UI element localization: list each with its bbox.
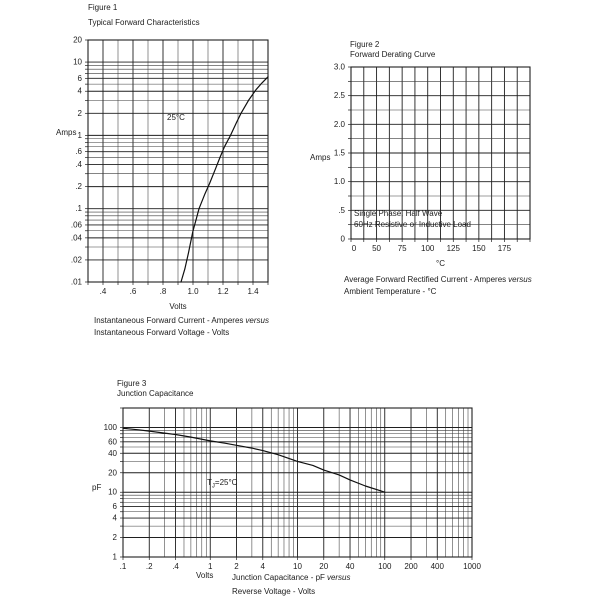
tick-label: .5 (338, 205, 345, 215)
tick-label: 20 (73, 35, 82, 45)
tick-label: 2 (112, 533, 117, 543)
tick-label: 10 (293, 562, 302, 571)
tick-label: 2.0 (333, 119, 345, 129)
figure-2-caption-line-2: Ambient Temperature - °C (344, 287, 437, 296)
tick-label: 1000 (463, 562, 481, 571)
tick-label: 2 (77, 108, 82, 118)
figure-1-caption-versus: versus (245, 316, 269, 325)
tick-label: 1 (77, 130, 82, 140)
tick-label: 1.4 (247, 287, 259, 296)
tick-label: 100 (421, 244, 435, 253)
tick-label: .02 (70, 255, 82, 265)
figure-3-x-unit-label: Volts (196, 571, 214, 580)
figure-2-load-note (354, 208, 471, 230)
tick-label: 1.2 (217, 287, 229, 296)
fig3-plot-area (104, 408, 482, 571)
tick-label: .4 (75, 160, 82, 170)
figure-2-x-unit-label: °C (436, 259, 445, 268)
tick-label: 1.0 (333, 177, 345, 187)
tick-label: 100 (103, 422, 117, 432)
tick-label: 50 (372, 244, 382, 253)
tick-label: 60 (108, 437, 117, 447)
figure-2-title: Forward Derating Curve (350, 50, 436, 59)
fig1-tick-labels (71, 36, 259, 297)
figure-1-y-unit-label: Amps (56, 128, 77, 137)
tick-label: .04 (70, 233, 82, 243)
tick-label: 20 (319, 562, 329, 571)
figure-2-y-unit-label: Amps (310, 153, 331, 162)
tick-label: 100 (378, 562, 392, 571)
figure-3-annotation-subscript: J (211, 483, 215, 490)
figure-2-caption-line-1: Average Forward Rectified Current - Amperes versus (344, 275, 532, 284)
tick-label: .8 (159, 287, 167, 296)
figure-2-caption (344, 274, 532, 298)
tick-label: .4 (172, 562, 179, 571)
tick-label: 75 (397, 244, 407, 253)
tick-label: 0 (351, 244, 357, 253)
fig1-plot-area (71, 36, 268, 297)
figure-1-caption-line-1: Instantaneous Forward Current - Amperes versus (94, 316, 269, 325)
fig3-tick-labels (104, 423, 482, 571)
tick-label: .01 (70, 277, 82, 287)
tick-label: 10 (108, 487, 117, 497)
tick-label: 40 (108, 448, 117, 458)
figure-1-label: Figure 1 (88, 3, 118, 12)
figure-3-caption-versus: versus (326, 573, 351, 582)
tick-label: 40 (345, 562, 355, 571)
fig1-ticks (85, 40, 268, 285)
figure-3-caption (232, 571, 351, 599)
tick-label: 1.0 (187, 287, 199, 296)
tick-label: 125 (446, 244, 460, 253)
figure-3-title: Junction Capacitance (117, 389, 194, 398)
fig1-curve (181, 77, 268, 282)
figure-1-x-unit-label: Volts (169, 302, 187, 311)
tick-label: .4 (99, 287, 107, 296)
fig3-grid (123, 408, 472, 557)
tick-label: 1 (208, 562, 213, 571)
tick-label: 4 (77, 86, 82, 96)
figure-3-label: Figure 3 (117, 379, 147, 388)
tick-label: .06 (70, 220, 82, 230)
fig3-curve (123, 428, 385, 492)
figure-1-title: Typical Forward Characteristics (88, 18, 200, 27)
figure-2-label: Figure 2 (350, 40, 380, 49)
tick-label: 6 (112, 502, 117, 512)
figure-3-caption-line-2: Reverse Voltage - Volts (232, 587, 316, 596)
tick-label: .6 (75, 147, 82, 157)
tick-label: .2 (145, 562, 153, 571)
figure-2-note-line-2: 60Hz Resistive or Inductive Load (354, 220, 471, 229)
tick-label: 150 (472, 244, 486, 253)
tick-label: .1 (75, 204, 82, 214)
tick-label: 0 (340, 234, 345, 244)
tick-label: 10 (73, 57, 82, 67)
figure-2-note-line-1: Single Phase, Half Wave (354, 209, 443, 218)
figure-1-caption (94, 315, 269, 339)
tick-label: 2 (234, 562, 239, 571)
tick-label: 3.0 (333, 62, 345, 72)
figure-1-temperature-annotation: 25°C (167, 113, 185, 122)
tick-label: 175 (497, 244, 512, 253)
tick-label: 6 (77, 73, 82, 83)
tick-label: 4 (260, 562, 266, 571)
tick-label: .6 (129, 287, 137, 296)
figure-3-temperature-annotation: $T_J=25^\circ C$ (207, 478, 238, 490)
tick-label: 2.5 (333, 91, 345, 101)
fig1-grid (88, 40, 268, 282)
figure-2-caption-versus: versus (508, 275, 532, 284)
tick-label: .2 (75, 182, 82, 192)
tick-label: 4 (112, 513, 117, 523)
tick-label: 1 (112, 552, 117, 562)
figure-3-caption-line-1: Junction Capacitance - pF versus (232, 573, 351, 582)
figure-1-caption-line-2: Instantaneous Forward Voltage - Volts (94, 328, 230, 337)
tick-label: 400 (430, 562, 444, 571)
tick-label: 20 (108, 468, 117, 478)
figure-3-y-unit-label: pF (92, 483, 102, 492)
tick-label: 200 (404, 562, 418, 571)
tick-label: 1.5 (333, 148, 345, 158)
tick-label: .1 (119, 562, 127, 571)
